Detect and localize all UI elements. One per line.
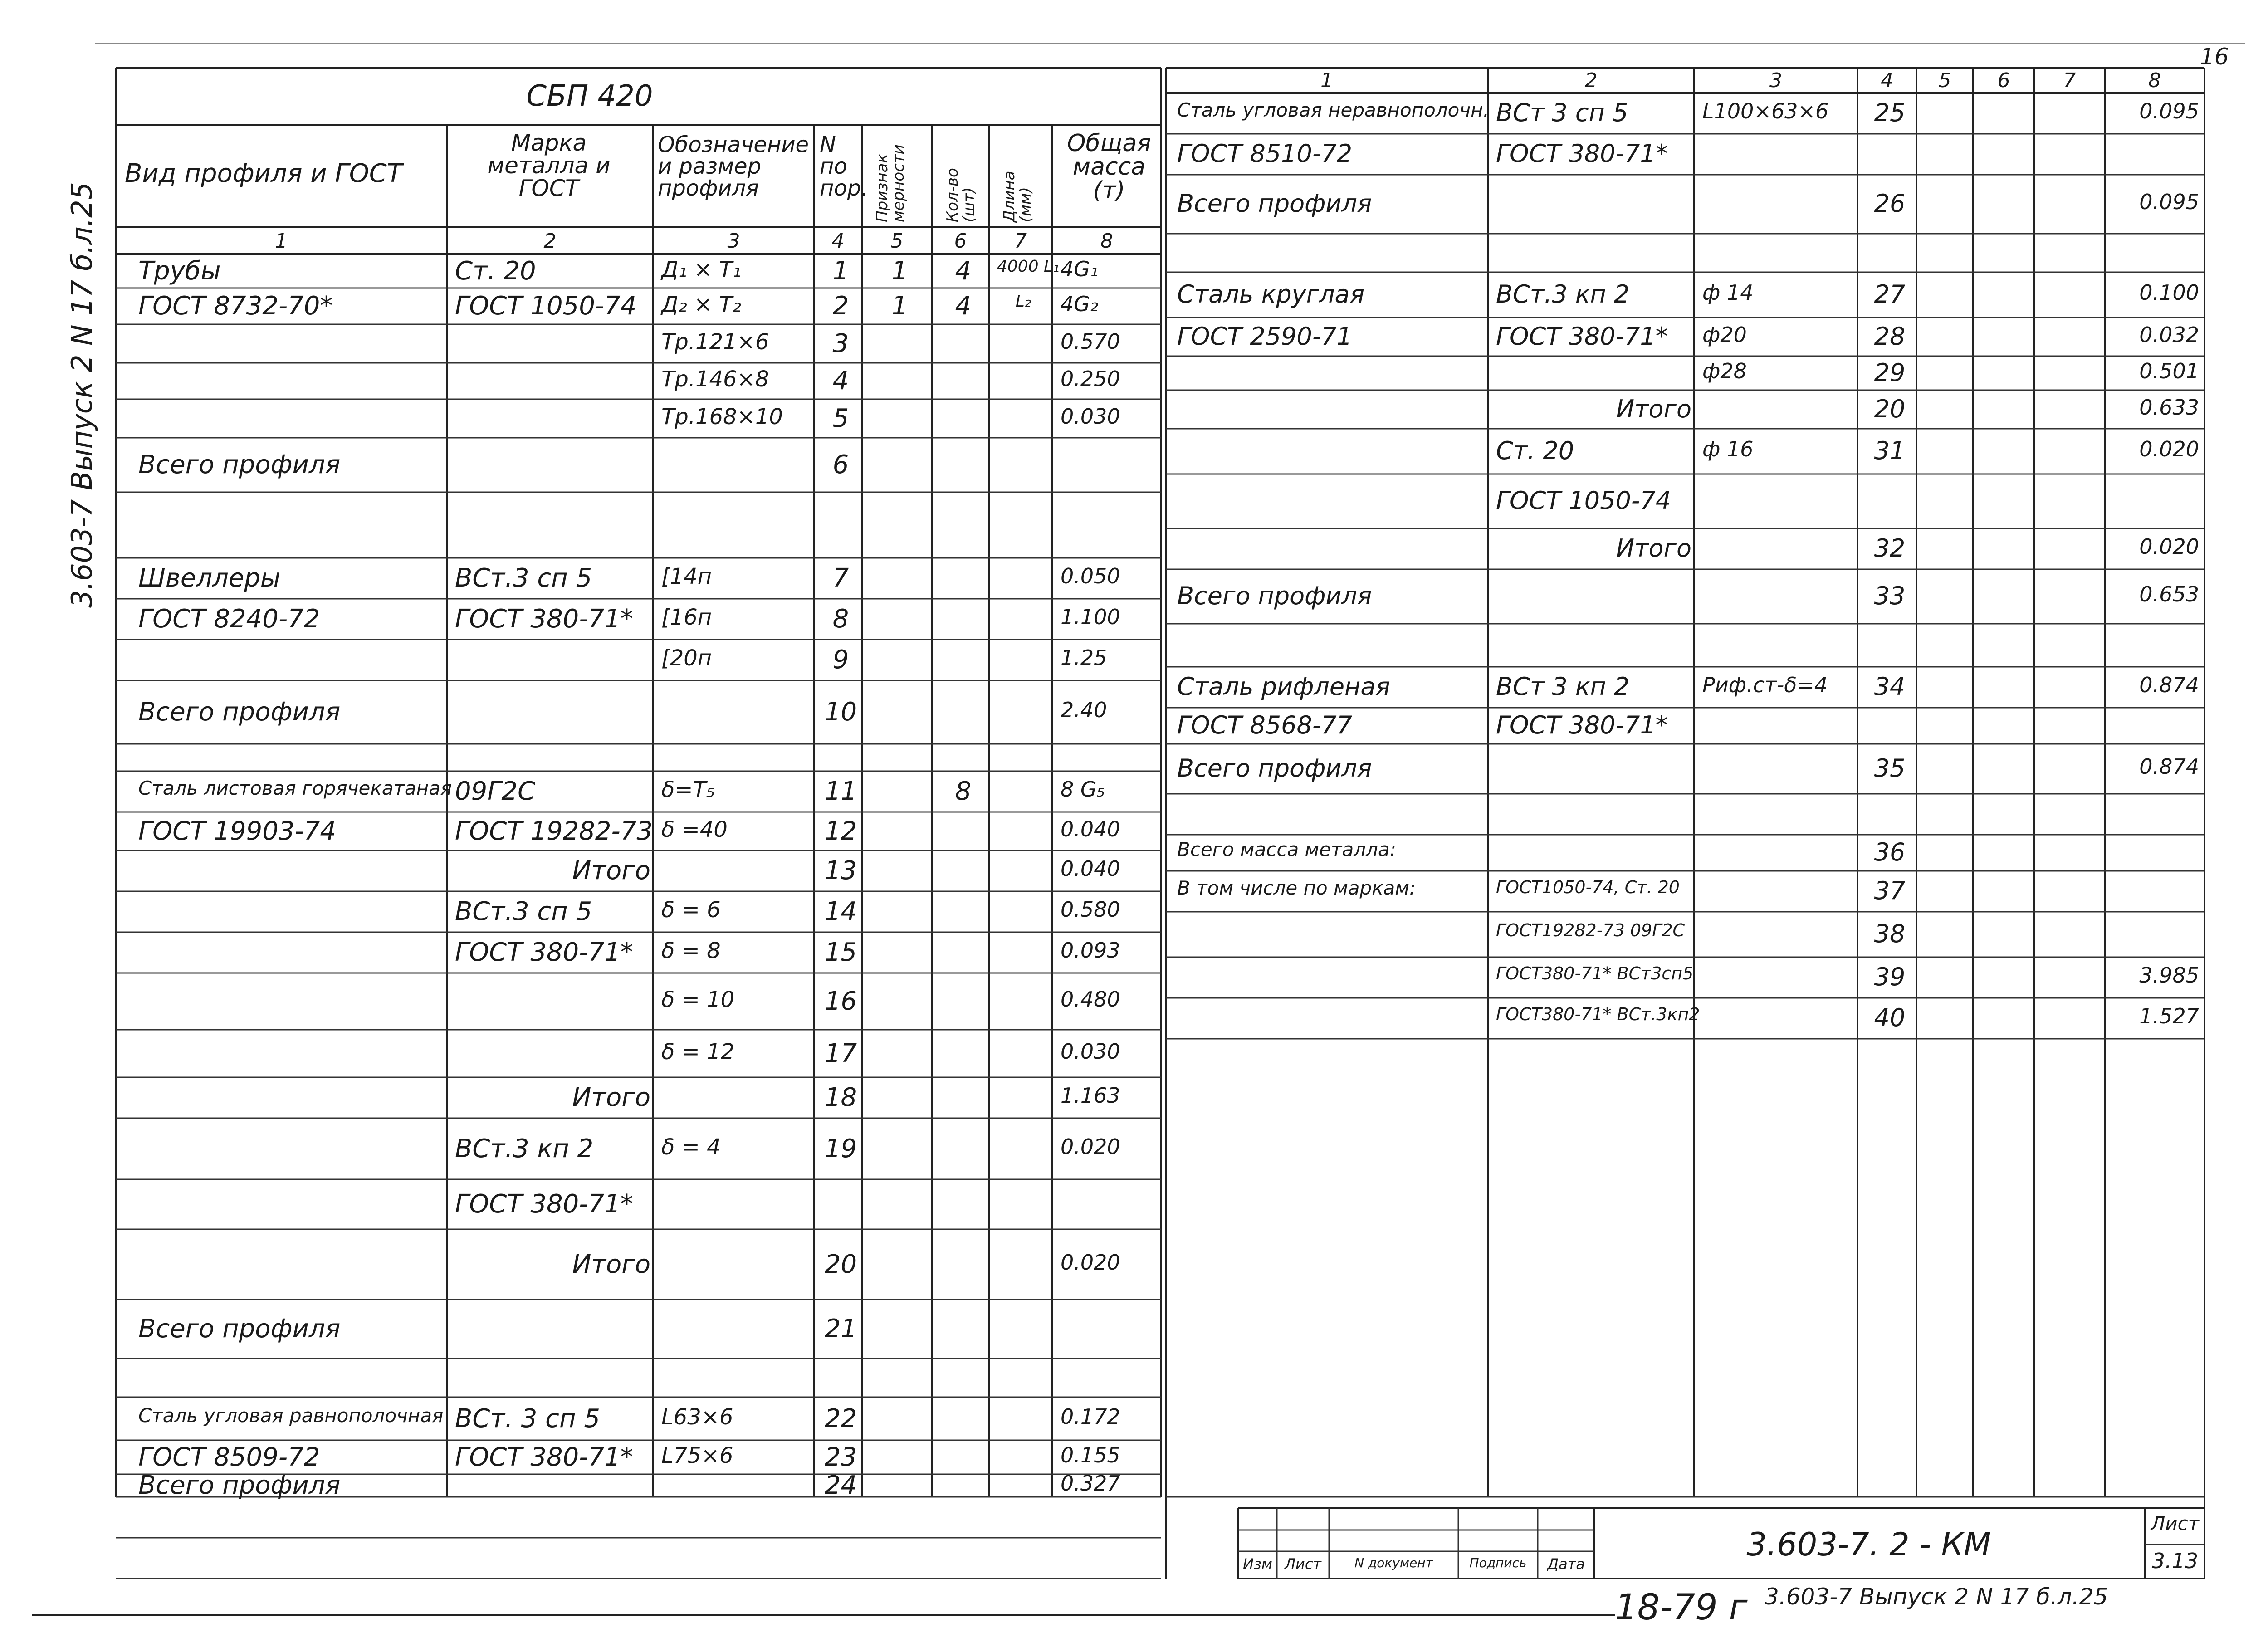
left-cell-4: 21 <box>824 1314 857 1344</box>
left-cell-6: 8 <box>955 777 972 806</box>
footer-series: 3.603-7 Выпуск 2 N 17 б.л.25 <box>1765 1584 2108 1610</box>
left-cell-6: 4 <box>955 256 972 286</box>
left-cell-3: δ = 10 <box>661 987 735 1012</box>
header-length: Длина (мм) <box>1000 171 1035 222</box>
column-number: 1 <box>1320 69 1333 92</box>
left-cell-4: 11 <box>824 777 857 806</box>
right-cell-1: Всего профиля <box>1177 582 1372 610</box>
right-cell-4: 27 <box>1874 280 1906 308</box>
column-number: 5 <box>890 230 904 253</box>
right-cell-4: 32 <box>1874 534 1906 562</box>
left-cell-4: 7 <box>832 563 849 593</box>
left-cell-1: ГОСТ 8509-72 <box>138 1442 320 1472</box>
left-cell-1: ГОСТ 8732-70* <box>138 291 333 321</box>
right-cell-1: ГОСТ 2590-71 <box>1177 322 1353 351</box>
right-cell-2: ГОСТ 380-71* <box>1496 322 1668 351</box>
left-cell-8: 0.020 <box>1061 1250 1120 1275</box>
right-cell-1: ГОСТ 8568-77 <box>1177 711 1353 739</box>
column-number: 2 <box>1584 69 1598 92</box>
right-cell-2: ВСт 3 сп 5 <box>1496 98 1628 127</box>
left-cell-3: [16п <box>661 605 712 630</box>
right-cell-8: 0.095 <box>2139 190 2199 214</box>
header-sizing-sign: Признак мерности <box>873 144 908 222</box>
header-quantity: Кол-во (шт) <box>943 168 978 222</box>
left-cell-8: 1.25 <box>1061 645 1107 670</box>
right-cell-3: Риф.ст-δ=4 <box>1702 673 1828 697</box>
left-cell-4: 13 <box>824 856 857 885</box>
left-cell-2: Итого <box>572 856 650 885</box>
right-cell-8: 0.653 <box>2139 582 2199 606</box>
left-cell-4: 15 <box>824 938 857 967</box>
right-cell-4: 26 <box>1874 189 1906 218</box>
right-cell-8: 0.032 <box>2139 322 2199 347</box>
right-cell-8: 1.527 <box>2139 1004 2199 1028</box>
header-total-mass: Общая масса (т) <box>1067 130 1151 204</box>
column-number: 4 <box>831 230 845 253</box>
right-cell-3: ф 14 <box>1702 280 1754 305</box>
header-designation: Обозначение и размер профиля <box>658 132 809 201</box>
right-cell-2: ГОСТ380-71* ВСт.3кп2 <box>1496 1004 1700 1024</box>
left-cell-4: 22 <box>824 1403 857 1433</box>
binding-label: 3.603-7 Выпуск 2 N 17 б.л.25 <box>65 182 98 608</box>
right-cell-4: 33 <box>1874 582 1906 610</box>
left-cell-4: 17 <box>824 1038 857 1068</box>
right-cell-2: ГОСТ380-71* ВСт3сп5 <box>1496 963 1694 983</box>
right-cell-1: Сталь рифленая <box>1177 672 1390 701</box>
right-cell-3: ф28 <box>1702 358 1747 383</box>
left-cell-4: 14 <box>824 897 857 926</box>
column-number: 5 <box>1938 69 1951 92</box>
left-cell-8: 1.100 <box>1061 605 1120 629</box>
left-cell-7: 4000 L₁ <box>997 257 1060 276</box>
right-cell-1: Сталь круглая <box>1177 280 1365 308</box>
right-cell-2: ГОСТ 1050-74 <box>1496 486 1672 515</box>
left-cell-3: δ = 12 <box>661 1039 735 1065</box>
right-cell-1: Всего профиля <box>1177 189 1372 218</box>
footer-handwritten: 18-79 г <box>1615 1587 1748 1628</box>
column-number: 6 <box>954 230 967 253</box>
left-cell-1: Всего профиля <box>138 450 341 479</box>
left-cell-2: Итого <box>572 1083 650 1112</box>
left-cell-5: 1 <box>891 291 908 321</box>
left-cell-4: 23 <box>824 1442 857 1472</box>
left-cell-4: 12 <box>824 816 857 846</box>
left-cell-2: ГОСТ 380-71* <box>455 604 633 634</box>
left-cell-1: Сталь угловая равнополочная <box>138 1404 444 1427</box>
right-cell-1: Сталь угловая неравнополочн. <box>1177 99 1489 121</box>
right-cell-2: Итого <box>1616 534 1691 562</box>
left-cell-1: Трубы <box>138 256 221 286</box>
title-block-label: N документ <box>1354 1555 1433 1570</box>
left-cell-4: 10 <box>824 697 857 727</box>
column-number: 8 <box>2148 69 2161 92</box>
left-cell-3: δ =40 <box>661 816 728 842</box>
left-cell-4: 6 <box>832 450 849 479</box>
right-cell-8: 0.633 <box>2139 395 2199 420</box>
title-block-label: Изм <box>1242 1555 1273 1573</box>
left-cell-2: ВСт.3 кп 2 <box>455 1134 594 1164</box>
left-cell-8: 0.327 <box>1061 1471 1120 1496</box>
right-cell-4: 39 <box>1874 963 1906 991</box>
right-cell-4: 38 <box>1874 919 1906 948</box>
left-cell-8: 0.020 <box>1061 1134 1120 1159</box>
left-cell-8: 0.172 <box>1061 1404 1120 1429</box>
right-cell-4: 37 <box>1874 876 1906 905</box>
left-cell-4: 5 <box>832 403 849 433</box>
left-cell-8: 0.030 <box>1061 1039 1120 1064</box>
right-cell-2: ГОСТ 380-71* <box>1496 711 1668 739</box>
left-cell-2: Итого <box>572 1249 650 1279</box>
left-cell-4: 24 <box>824 1471 857 1500</box>
right-cell-1: В том числе по маркам: <box>1177 877 1416 899</box>
left-cell-1: ГОСТ 19903-74 <box>138 816 336 846</box>
left-cell-4: 19 <box>824 1134 857 1164</box>
title-block-label: Лист <box>1284 1555 1322 1573</box>
right-cell-8: 3.985 <box>2139 963 2199 988</box>
right-cell-8: 0.874 <box>2139 754 2199 779</box>
right-cell-4: 35 <box>1874 754 1906 782</box>
left-cell-1: Сталь листовая горячекатаная <box>138 777 452 799</box>
right-cell-8: 0.020 <box>2139 534 2199 559</box>
right-cell-4: 40 <box>1874 1003 1906 1032</box>
left-cell-1: Швеллеры <box>138 563 281 593</box>
right-cell-4: 36 <box>1874 838 1906 866</box>
left-cell-4: 18 <box>824 1083 857 1112</box>
title-block-label: Дата <box>1547 1555 1585 1573</box>
left-cell-7: L₂ <box>1015 292 1031 311</box>
left-cell-3: δ = 4 <box>661 1134 721 1160</box>
left-cell-8: 0.155 <box>1061 1442 1120 1467</box>
right-cell-4: 31 <box>1874 436 1906 465</box>
left-cell-3: Д₂ × Т₂ <box>661 292 742 317</box>
column-number: 1 <box>275 230 288 253</box>
right-cell-4: 29 <box>1874 358 1906 387</box>
right-cell-4: 25 <box>1874 98 1906 127</box>
left-cell-3: Тр.146×8 <box>661 367 769 392</box>
left-cell-2: ГОСТ 380-71* <box>455 938 633 967</box>
right-cell-2: ГОСТ19282-73 09Г2С <box>1496 920 1685 940</box>
right-cell-4: 34 <box>1874 672 1906 701</box>
right-cell-2: ВСт 3 кп 2 <box>1496 672 1630 701</box>
right-cell-8: 0.100 <box>2139 280 2199 305</box>
left-cell-3: Тр.168×10 <box>661 404 783 430</box>
left-cell-1: Всего профиля <box>138 1314 341 1344</box>
left-cell-8: 0.250 <box>1061 367 1120 391</box>
left-cell-3: δ=T₅ <box>661 777 715 802</box>
left-cell-1: Всего профиля <box>138 697 341 727</box>
right-cell-3: ф 16 <box>1702 437 1754 461</box>
left-cell-1: Всего профиля <box>138 1471 341 1500</box>
header-profile-gost: Вид профиля и ГОСТ <box>125 159 403 188</box>
left-cell-8: 4G₁ <box>1061 256 1099 281</box>
left-cell-8: 1.163 <box>1061 1083 1120 1108</box>
header-steel-grade: Марка металла и ГОСТ <box>487 130 611 201</box>
left-cell-8: 0.030 <box>1061 404 1120 429</box>
left-cell-8: 0.570 <box>1061 329 1120 354</box>
right-cell-2: ГОСТ1050-74, Ст. 20 <box>1496 877 1680 897</box>
right-cell-1: ГОСТ 8510-72 <box>1177 139 1353 168</box>
left-cell-3: Д₁ × Т₁ <box>661 256 742 282</box>
left-cell-2: ВСт.3 сп 5 <box>455 563 592 593</box>
left-cell-8: 0.040 <box>1061 816 1120 841</box>
right-cell-2: ВСт.3 кп 2 <box>1496 280 1630 308</box>
left-cell-2: ВСт. 3 сп 5 <box>455 1403 601 1433</box>
right-cell-2: Ст. 20 <box>1496 436 1574 465</box>
column-number: 6 <box>1997 69 2010 92</box>
left-cell-8: 2.40 <box>1061 698 1107 722</box>
left-cell-1: ГОСТ 8240-72 <box>138 604 320 634</box>
left-cell-2: Ст. 20 <box>455 256 536 286</box>
left-cell-8: 0.093 <box>1061 938 1120 963</box>
column-number: 7 <box>2063 69 2076 92</box>
left-cell-5: 1 <box>891 256 908 286</box>
title-block-sheet-label: Лист <box>2151 1512 2200 1535</box>
left-cell-4: 16 <box>824 986 857 1016</box>
left-cell-3: L75×6 <box>661 1442 733 1468</box>
left-cell-2: ГОСТ 380-71* <box>455 1442 633 1472</box>
left-cell-2: ГОСТ 19282-73 <box>455 816 653 846</box>
right-cell-8: 0.095 <box>2139 99 2199 123</box>
left-cell-6: 4 <box>955 291 972 321</box>
left-cell-8: 0.040 <box>1061 856 1120 881</box>
column-number: 2 <box>543 230 557 253</box>
left-cell-3: Тр.121×6 <box>661 329 769 355</box>
left-table-title: СБП 420 <box>526 79 653 113</box>
right-cell-1: Всего профиля <box>1177 754 1372 782</box>
right-cell-3: L100×63×6 <box>1702 99 1829 123</box>
right-cell-2: Итого <box>1616 394 1691 423</box>
left-cell-8: 4G₂ <box>1061 292 1099 316</box>
column-number: 4 <box>1881 69 1893 92</box>
title-block-designation: 3.603-7. 2 - КМ <box>1746 1526 1991 1563</box>
left-cell-4: 1 <box>832 256 849 286</box>
left-cell-3: [14п <box>661 564 712 589</box>
column-number: 7 <box>1014 230 1027 253</box>
left-cell-4: 20 <box>824 1249 857 1279</box>
right-cell-1: Всего масса металла: <box>1177 838 1396 860</box>
right-cell-8: 0.020 <box>2139 437 2199 461</box>
header-num: N по пор. <box>820 132 868 201</box>
column-number: 3 <box>1769 69 1782 92</box>
left-cell-8: 0.050 <box>1061 564 1120 588</box>
left-cell-8: 0.580 <box>1061 897 1120 922</box>
right-cell-4: 20 <box>1874 394 1906 423</box>
title-block-label: Подпись <box>1469 1555 1527 1570</box>
column-number: 3 <box>727 230 740 253</box>
left-cell-2: ГОСТ 380-71* <box>455 1189 633 1219</box>
left-cell-4: 4 <box>832 366 849 396</box>
left-cell-2: 09Г2С <box>455 777 536 806</box>
right-cell-4: 28 <box>1874 322 1906 351</box>
left-cell-8: 0.480 <box>1061 987 1120 1012</box>
left-cell-2: ВСт.3 сп 5 <box>455 897 592 926</box>
left-cell-4: 2 <box>832 291 849 321</box>
left-cell-4: 3 <box>832 328 849 358</box>
column-number: 8 <box>1100 230 1113 253</box>
right-cell-8: 0.874 <box>2139 673 2199 697</box>
right-cell-3: ф20 <box>1702 322 1747 347</box>
left-cell-3: δ = 6 <box>661 897 721 923</box>
left-cell-2: ГОСТ 1050-74 <box>455 291 637 321</box>
left-cell-4: 9 <box>832 645 849 675</box>
left-cell-4: 8 <box>832 604 849 634</box>
right-cell-2: ГОСТ 380-71* <box>1496 139 1668 168</box>
left-cell-3: [20п <box>661 645 712 671</box>
left-cell-8: 8 G₅ <box>1061 777 1105 802</box>
title-block-sheet-value: 3.13 <box>2151 1549 2199 1573</box>
sheet-number-top: 16 <box>2200 44 2229 70</box>
left-cell-3: δ = 8 <box>661 938 721 963</box>
right-cell-8: 0.501 <box>2139 358 2199 383</box>
left-cell-3: L63×6 <box>661 1404 733 1430</box>
